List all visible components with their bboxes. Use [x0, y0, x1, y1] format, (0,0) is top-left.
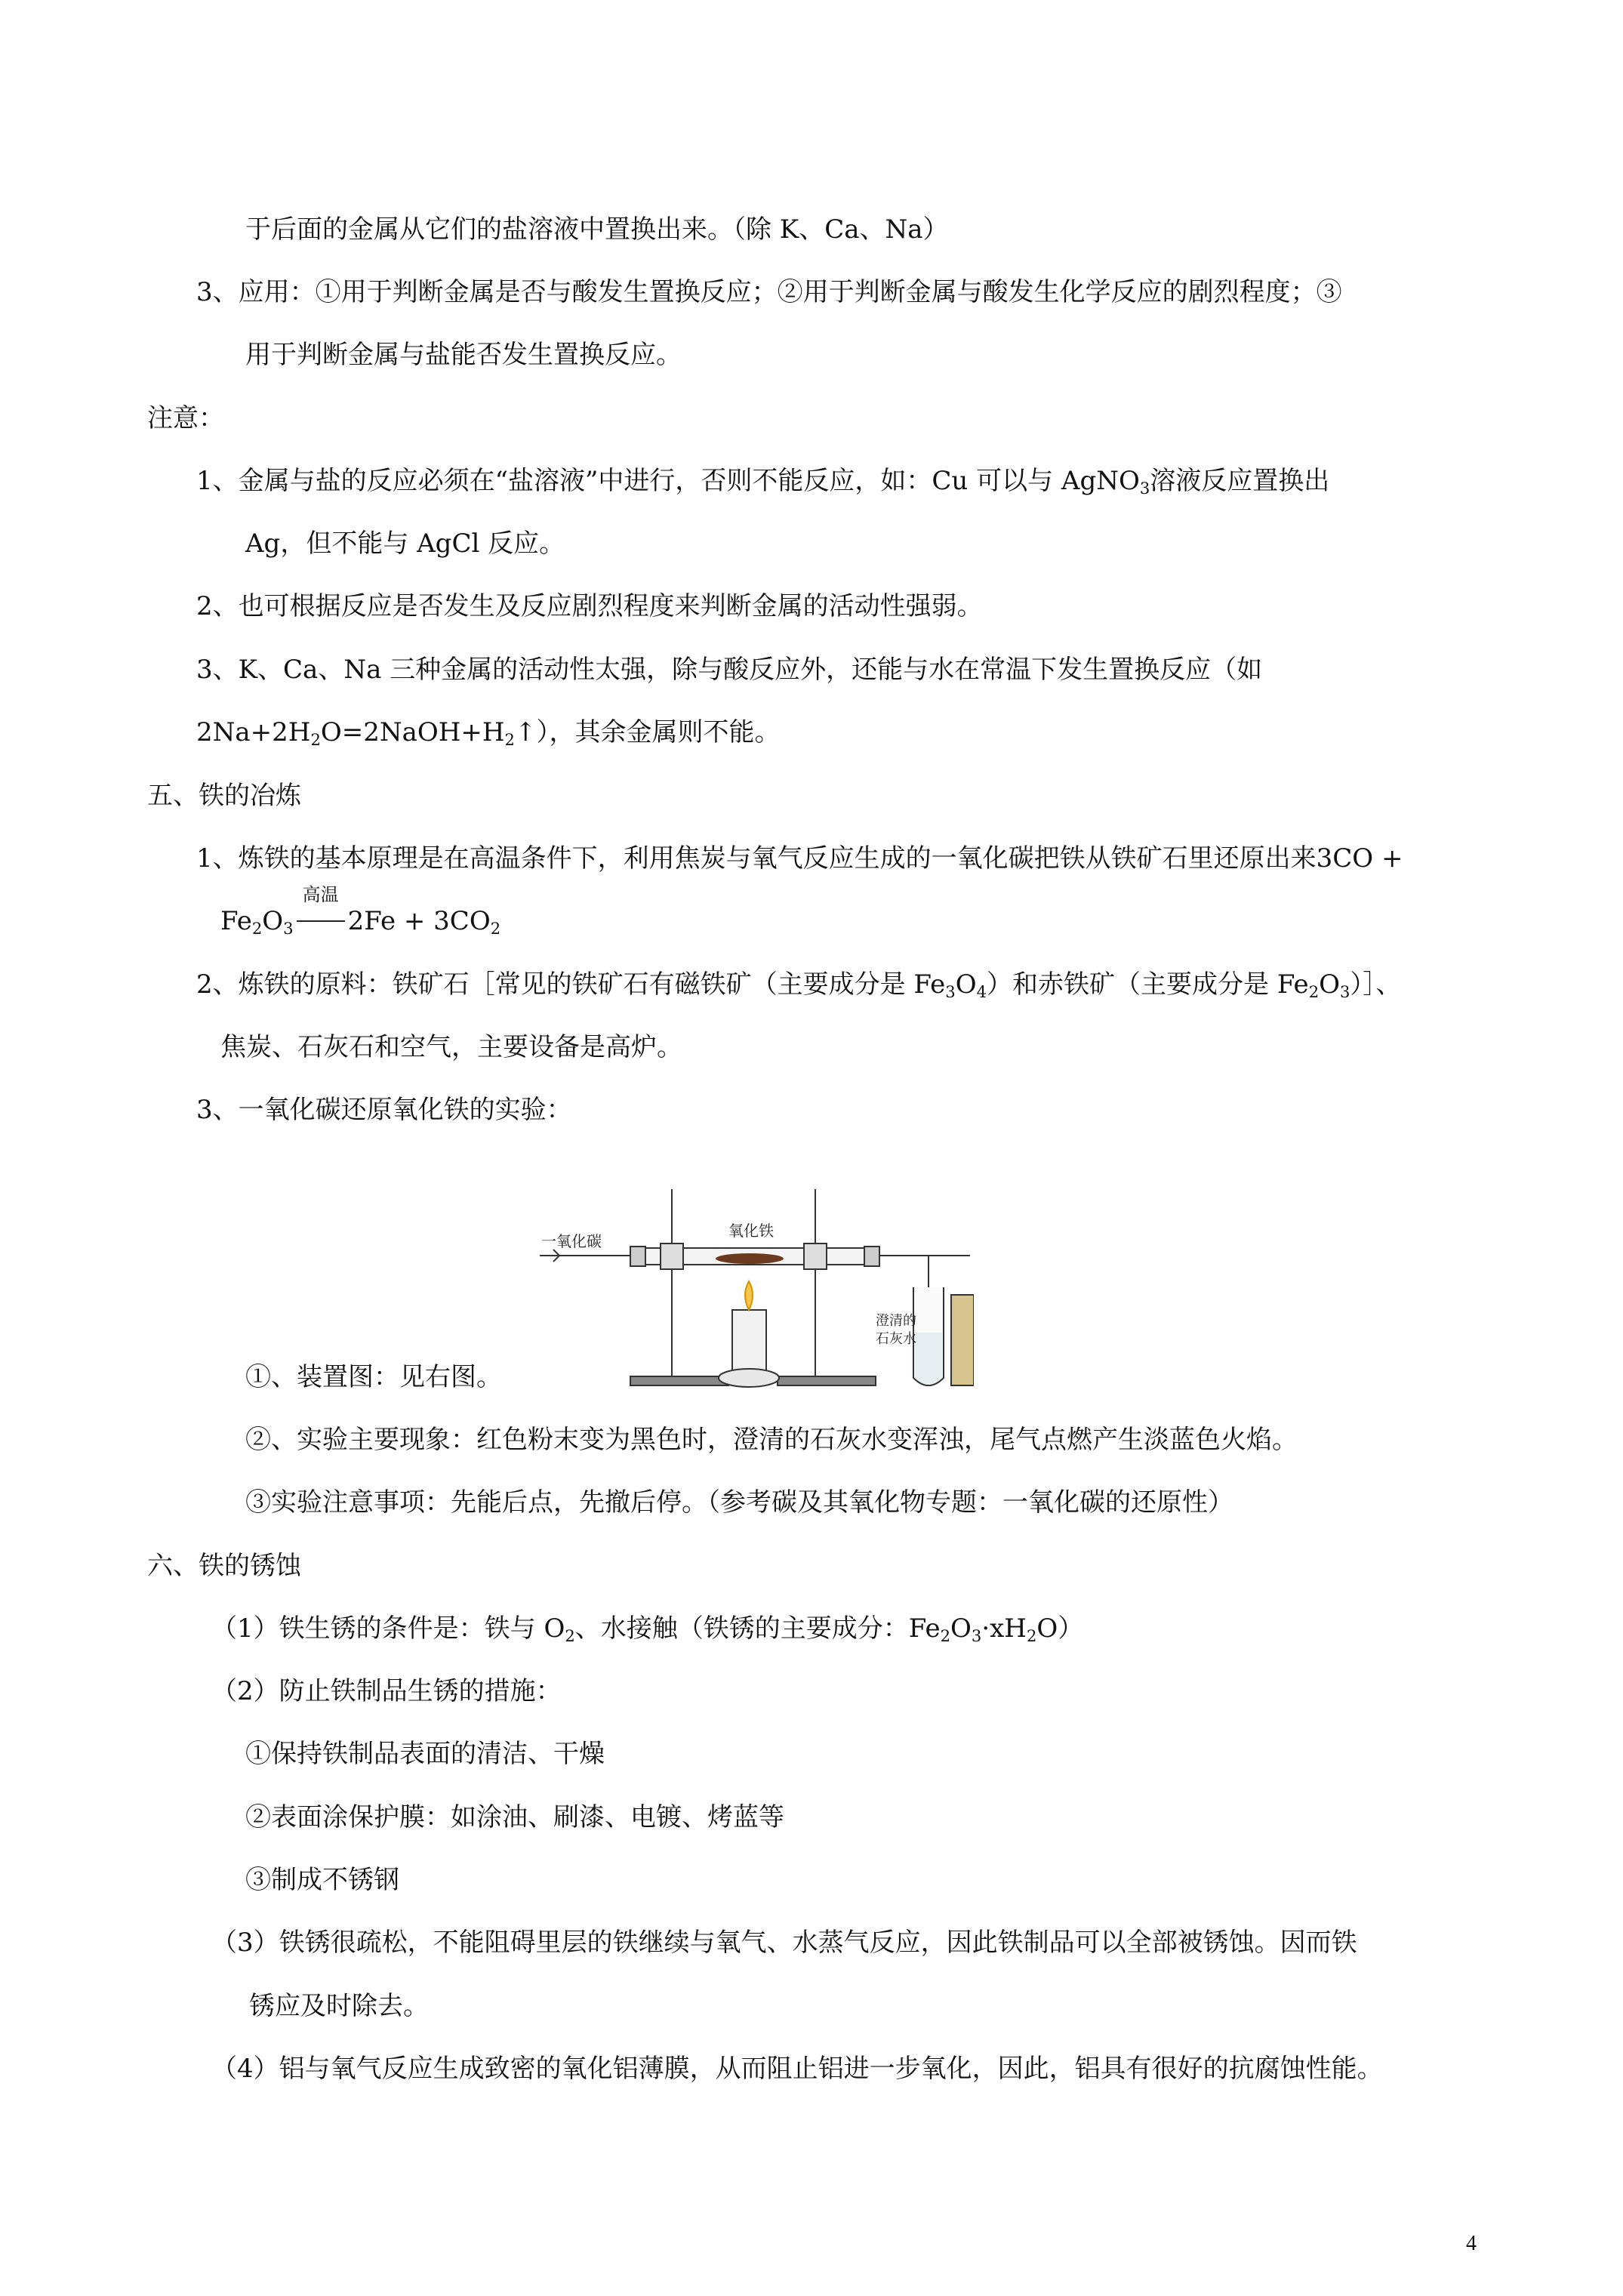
equation-line: $2Na+2H_2O=2NaOH+H_2↑$），其余金属则不能。	[196, 717, 781, 749]
text-line: ②、实验主要现象：红色粉末变为黑色时，澄清的石灰水变浑浊，尾气点燃产生淡蓝色火焰。	[245, 1425, 1298, 1455]
text-line: 锈应及时除去。	[249, 1991, 429, 2021]
apparatus-diagram	[532, 1174, 974, 1401]
text-line: 3、K、Ca、Na 三种金属的活动性太强，除与酸反应外，还能与水在常温下发生置换反应（如	[196, 655, 1263, 685]
text-line: 焦炭、石灰石和空气，主要设备是高炉。	[220, 1032, 682, 1062]
text-line: 3、应用：①用于判断金属是否与酸发生置换反应；②用于判断金属与酸发生化学反应的剧烈程度；③	[196, 277, 1342, 307]
section-heading: 五、铁的冶炼	[147, 781, 301, 811]
label-limewater-1: 澄清的	[876, 1313, 916, 1329]
text-line: （2）防止铁制品生锈的措施：	[211, 1676, 562, 1706]
label-fe2o3: 氧化铁	[728, 1222, 774, 1240]
reaction-condition: 高温	[294, 908, 348, 934]
text-line: ①、装置图：见右图。	[245, 1362, 502, 1392]
list-item: ③制成不锈钢	[245, 1865, 399, 1895]
text-line: （1）铁生锈的条件是：铁与 $O_2$、水接触（铁锈的主要成分：$Fe_2O_3\cdot xH_2O$）	[211, 1613, 1084, 1645]
text-line: ③实验注意事项：先能后点，先撤后停。（参考碳及其氧化物专题：一氧化碳的还原性）	[245, 1487, 1233, 1518]
text-line: 2、也可根据反应是否发生及反应剧烈程度来判断金属的活动性强弱。	[196, 591, 983, 621]
text-line: 用于判断金属与盐能否发生置换反应。	[245, 340, 682, 370]
note-heading: 注意：	[147, 403, 224, 433]
label-co: 一氧化碳	[541, 1232, 602, 1250]
text-line: 2、炼铁的原料：铁矿石［常见的铁矿石有磁铁矿（主要成分是 $Fe_3O_4$）和赤铁矿（主要成分是 $Fe_2O_3)]$、	[196, 969, 1402, 1001]
section-heading: 六、铁的锈蚀	[147, 1551, 301, 1581]
text-line: （4）铝与氧气反应生成致密的氧化铝薄膜，从而阻止铝进一步氧化，因此，铝具有很好的抗腐蚀性能。	[211, 2054, 1383, 2084]
text-line: 于后面的金属从它们的盐溶液中置换出来。（除 K、Ca、Na）	[245, 214, 949, 245]
text-line: Ag，但不能与 AgCl 反应。	[245, 529, 565, 559]
list-item: ②表面涂保护膜：如涂油、刷漆、电镀、烤蓝等	[245, 1802, 784, 1832]
equation-line: $Fe_2O_3$ 高温 $2Fe + 3CO_2$	[220, 884, 501, 938]
label-limewater-2: 石灰水	[876, 1331, 916, 1347]
list-item: ①保持铁制品表面的清洁、干燥	[245, 1739, 605, 1769]
text-line: 1、金属与盐的反应必须在“盐溶液”中进行，否则不能反应，如：Cu 可以与 AgNO$_3$溶液反应置换出	[196, 466, 1330, 498]
text-line: 1、炼铁的基本原理是在高温条件下，利用焦炭与氧气反应生成的一氧化碳把铁从铁矿石里还原出来3CO +	[196, 843, 1403, 874]
text-line: （3）铁锈很疏松，不能阻碍里层的铁继续与氧气、水蒸气反应，因此铁制品可以全部被锈蚀。因而铁	[211, 1928, 1357, 1958]
text-line: 3、一氧化碳还原氧化铁的实验：	[196, 1095, 572, 1125]
page-number: 4	[1466, 2232, 1477, 2255]
